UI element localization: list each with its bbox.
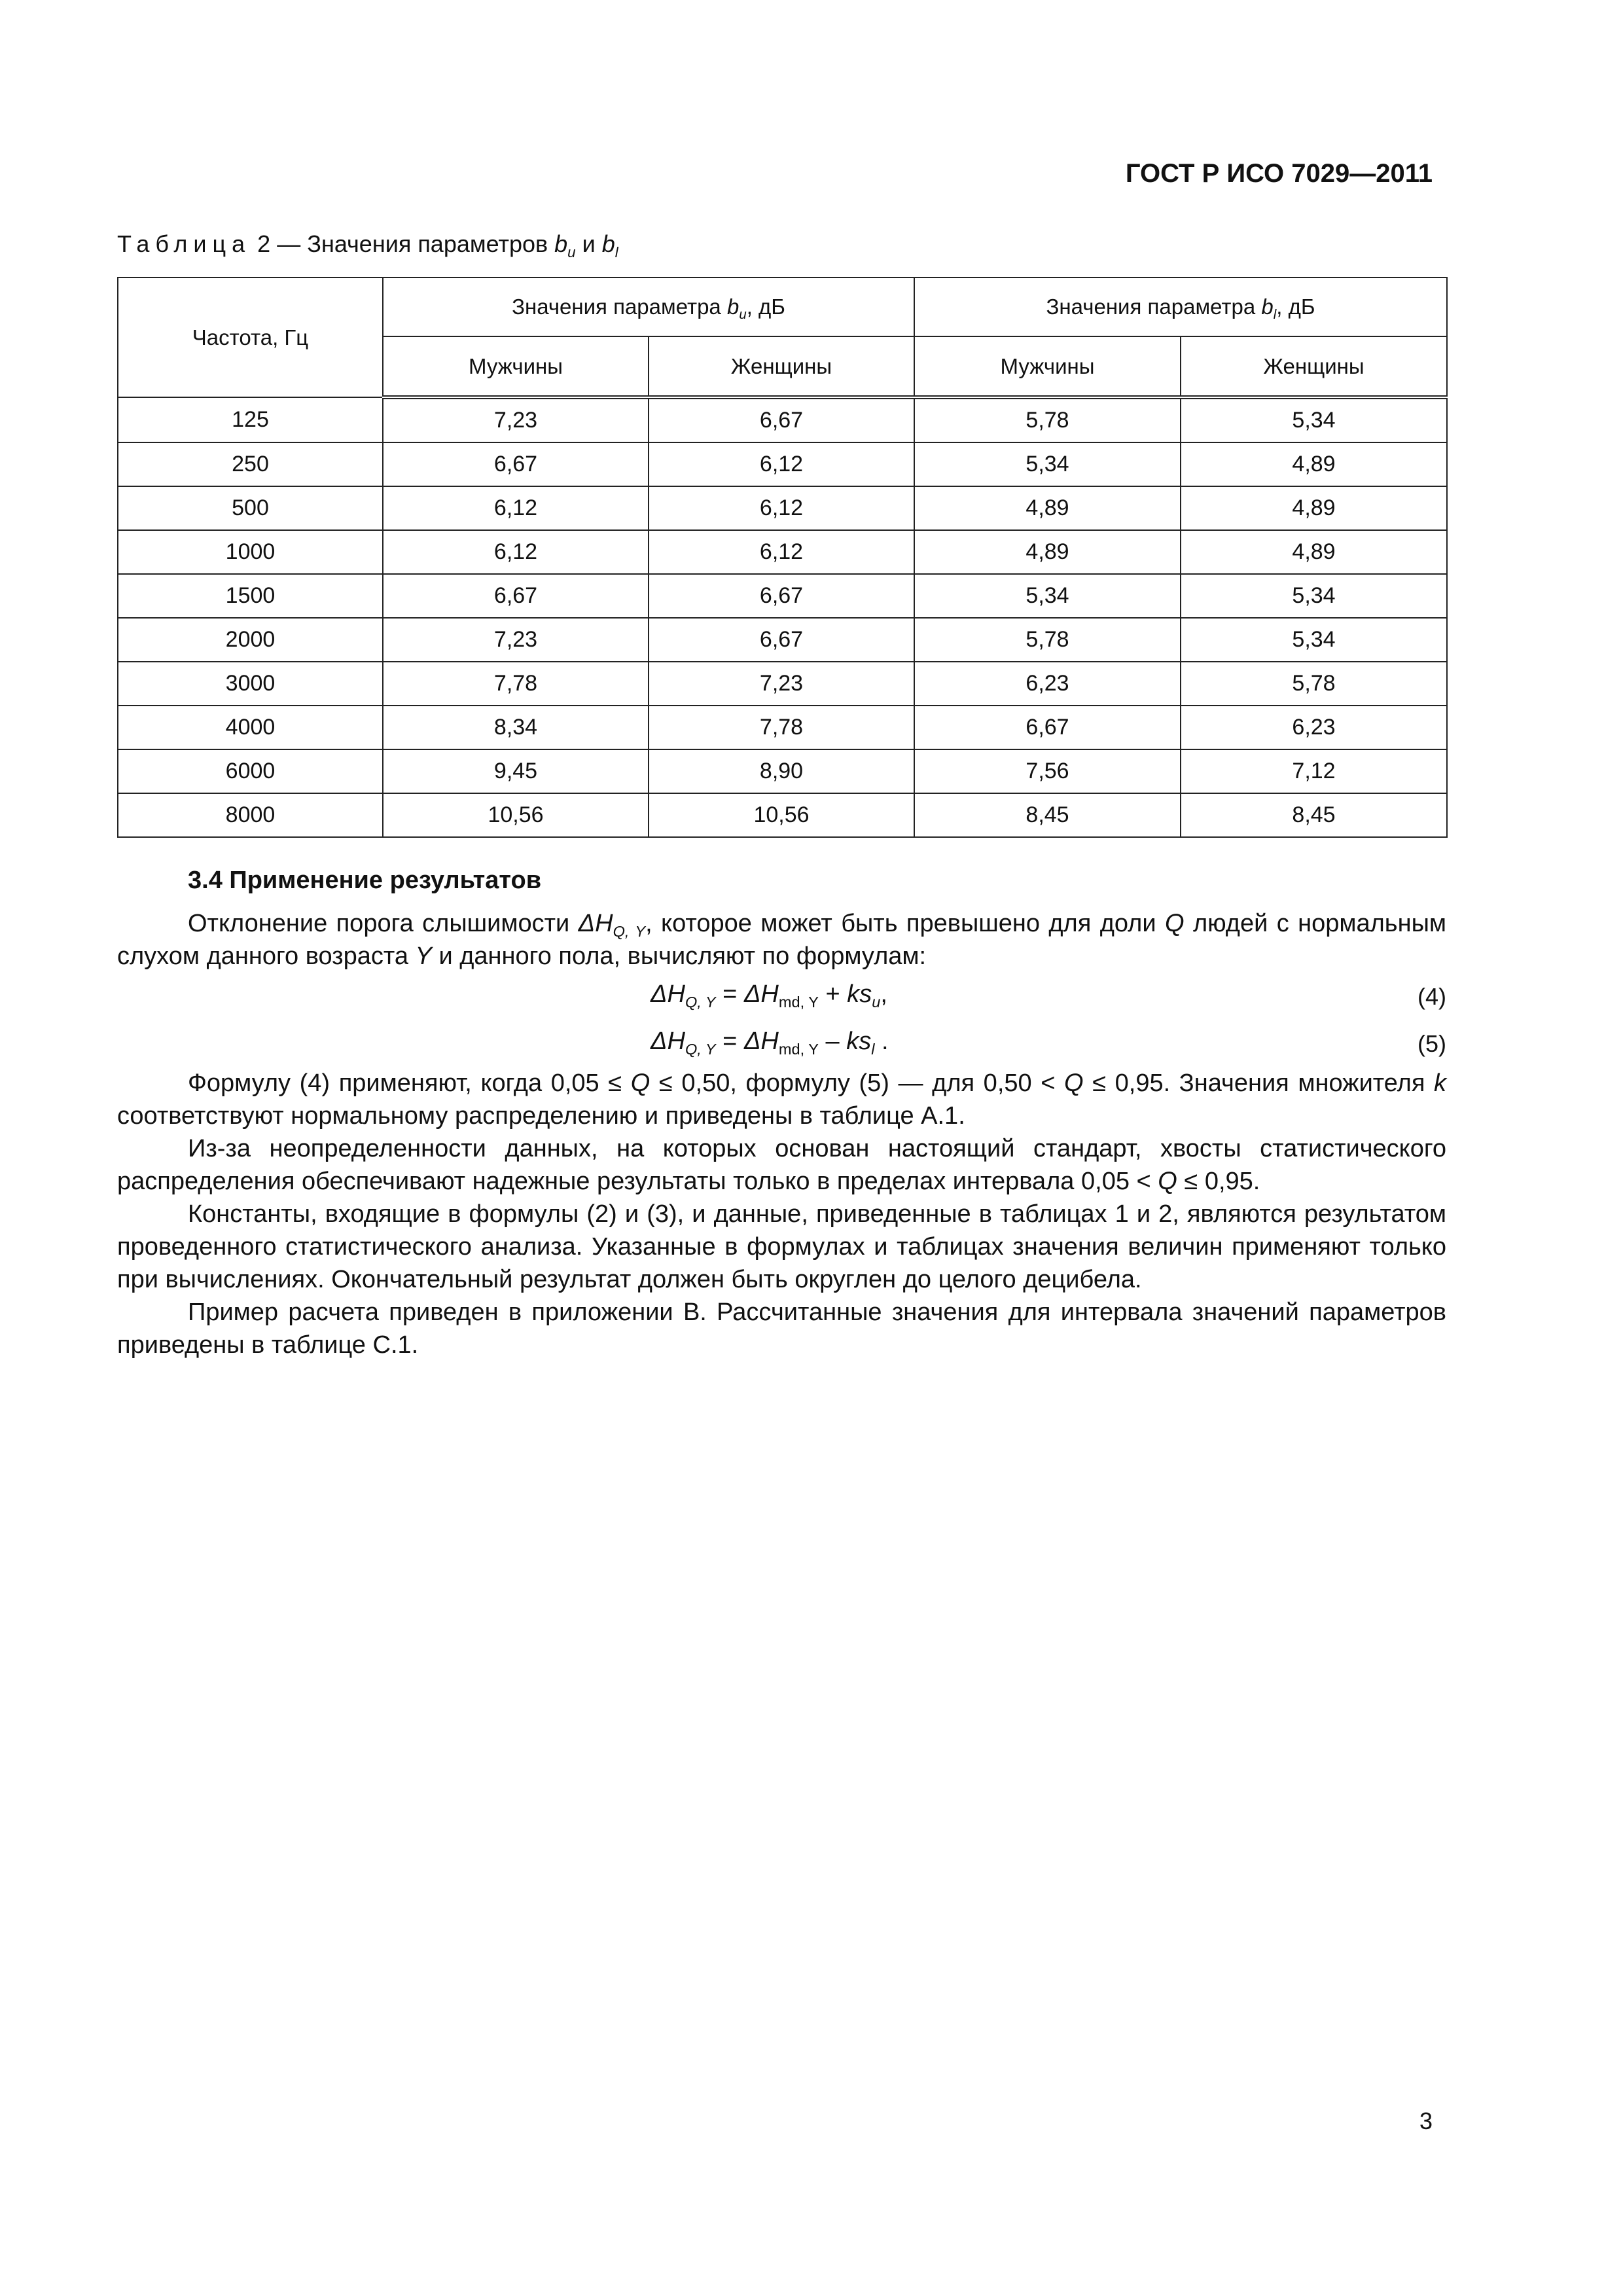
table-caption [117, 230, 618, 258]
table-caption-text: 2 — Значения параметров [257, 230, 548, 257]
page-number: 3 [1419, 2108, 1433, 2134]
math-subscript: u [872, 994, 881, 1011]
header-group-unit: , дБ [746, 295, 785, 319]
math-operator: + [818, 980, 847, 1008]
table-caption-word: Таблица [117, 230, 251, 257]
table-cell: 6,67 [649, 618, 914, 662]
header-group-unit: , дБ [1276, 295, 1315, 319]
param-symbol: b [601, 230, 615, 257]
document-header: ГОСТ Р ИСО 7029—2011 [1125, 159, 1433, 188]
table-cell: 8000 [118, 793, 383, 837]
math-symbol: ks [846, 1028, 872, 1055]
table-cell: 4,89 [914, 486, 1181, 530]
header-women: Женщины [649, 336, 914, 397]
text-run: соответствуют нормальному распределению и приведены в таблице А.1. [117, 1102, 965, 1130]
table-cell: 8,34 [383, 706, 649, 749]
math-symbol: ΔH [743, 980, 779, 1008]
table-cell: 6,67 [383, 574, 649, 618]
table-cell: 7,78 [383, 662, 649, 706]
table-row [118, 486, 1447, 530]
table-cell: 5,34 [1181, 397, 1447, 442]
math-subscript: md, Y [778, 994, 819, 1011]
caption-conjunction: и [582, 230, 596, 257]
table-cell: 6,12 [649, 442, 914, 486]
header-group-text: Значения параметра [1046, 295, 1256, 319]
math-symbol: Y [415, 942, 432, 970]
table-cell: 8,45 [914, 793, 1181, 837]
header-group-text: Значения параметра [512, 295, 721, 319]
table-cell: 1000 [118, 530, 383, 574]
math-symbol: k [1434, 1069, 1447, 1097]
paragraph [117, 1132, 1446, 1198]
table-row [118, 397, 1447, 442]
table-cell: 6,12 [383, 530, 649, 574]
table-row [118, 530, 1447, 574]
math-symbol: Q [1158, 1168, 1177, 1195]
table-cell: 6,67 [649, 574, 914, 618]
math-operator: – [818, 1028, 847, 1055]
math-subscript: l [871, 1041, 875, 1058]
param-symbol: b [554, 230, 568, 257]
formula-5 [117, 1020, 1446, 1067]
formula-number: (4) [1418, 983, 1446, 1010]
paragraph: Константы, входящие в формулы (2) и (3), и данные, приведенные в таблицах 1 и 2, являются результатом проведенного статистического анализа. Указанные в формулах и таблицах значения величин применяют только при вычислениях. Окончательный результат должен быть округлен до целого децибела. [117, 1200, 1446, 1293]
table-cell: 3000 [118, 662, 383, 706]
text-run: ≤ 0,50, формулу (5) — для 0,50 < [650, 1069, 1065, 1097]
table-cell: 4,89 [1181, 442, 1447, 486]
paragraph [117, 907, 1446, 973]
table-cell: 6,12 [383, 486, 649, 530]
math-symbol: ΔH [651, 1028, 685, 1055]
math-symbol: Q [1164, 910, 1185, 937]
formula-expression [651, 1025, 889, 1058]
table-cell: 6,67 [383, 442, 649, 486]
formula-expression [651, 978, 887, 1011]
table-cell: 4,89 [1181, 486, 1447, 530]
table-cell: 5,78 [914, 618, 1181, 662]
table-cell: 6,67 [914, 706, 1181, 749]
paragraph: Пример расчета приведен в приложении В. Рассчитанные значения для интервала значений параметров приведены в таблице С.1. [117, 1299, 1446, 1359]
math-symbol: Q [630, 1069, 651, 1097]
math-subscript: md, Y [778, 1041, 819, 1058]
table-cell: 6,67 [649, 397, 914, 442]
table-cell: 125 [118, 397, 383, 442]
paragraph [117, 1067, 1446, 1132]
text-run: ≤ 0,95. [1177, 1168, 1260, 1195]
param-subscript: u [739, 307, 747, 323]
table-cell: 7,23 [649, 662, 914, 706]
header-women: Женщины [1181, 336, 1447, 397]
table-cell: 4000 [118, 706, 383, 749]
math-operator: = [715, 980, 744, 1008]
table-row [118, 706, 1447, 749]
table-cell: 5,34 [914, 574, 1181, 618]
table-cell: 4,89 [914, 530, 1181, 574]
section-3-4 [117, 864, 1446, 1361]
table-row [118, 442, 1447, 486]
math-operator: = [715, 1028, 744, 1055]
text-run: Отклонение порога слышимости [188, 910, 579, 937]
table-row [118, 749, 1447, 793]
math-symbol: ΔH [651, 980, 685, 1008]
header-men: Мужчины [914, 336, 1181, 397]
header-group-bu [383, 278, 914, 336]
table-cell: 6,12 [649, 486, 914, 530]
param-subscript: l [1273, 307, 1277, 323]
param-subscript: l [615, 243, 618, 260]
math-symbol: Q [1064, 1069, 1084, 1097]
table-cell: 2000 [118, 618, 383, 662]
param-subscript: u [567, 243, 576, 260]
table-cell: 7,23 [383, 397, 649, 442]
text-run: и данного пола, вычисляют по формулам: [431, 942, 927, 970]
param-symbol: b [1261, 295, 1274, 319]
table-cell: 7,56 [914, 749, 1181, 793]
math-symbol: ΔH [578, 910, 613, 937]
table-cell: 500 [118, 486, 383, 530]
table-cell: 5,78 [1181, 662, 1447, 706]
table-cell: 5,34 [914, 442, 1181, 486]
table-cell: 4,89 [1181, 530, 1447, 574]
math-punctuation: . [874, 1028, 889, 1055]
table-cell: 7,12 [1181, 749, 1447, 793]
section-title: 3.4 Применение результатов [188, 867, 542, 894]
table-cell: 1500 [118, 574, 383, 618]
table-cell: 5,78 [914, 397, 1181, 442]
table-cell: 6,23 [1181, 706, 1447, 749]
table-cell: 5,34 [1181, 618, 1447, 662]
text-run: ≤ 0,95. Значения множителя [1083, 1069, 1435, 1097]
table-cell: 10,56 [383, 793, 649, 837]
math-subscript: Q, Y [685, 994, 716, 1011]
header-men: Мужчины [383, 336, 649, 397]
math-subscript: Q, Y [613, 923, 646, 941]
table-cell: 9,45 [383, 749, 649, 793]
table-cell: 6000 [118, 749, 383, 793]
table-cell: 250 [118, 442, 383, 486]
table-cell: 10,56 [649, 793, 914, 837]
table-cell: 8,90 [649, 749, 914, 793]
formula-number: (5) [1418, 1030, 1446, 1057]
table-row [118, 618, 1447, 662]
formula-4 [117, 973, 1446, 1020]
table-header-row [118, 278, 1447, 336]
table-cell: 5,34 [1181, 574, 1447, 618]
table-cell: 7,23 [383, 618, 649, 662]
text-run: людей с нормальным слухом данного возраста [117, 910, 1447, 970]
math-symbol: ΔH [743, 1028, 779, 1055]
table-row [118, 793, 1447, 837]
text-run: Формулу (4) применяют, когда 0,05 ≤ [188, 1069, 631, 1097]
table-row [118, 574, 1447, 618]
table-cell: 7,78 [649, 706, 914, 749]
header-group-bl [914, 278, 1447, 336]
header-frequency: Частота, Гц [118, 278, 383, 397]
parameters-table [117, 277, 1448, 838]
param-symbol: b [726, 295, 740, 319]
table-row [118, 662, 1447, 706]
table-cell: 8,45 [1181, 793, 1447, 837]
text-run: , которое может быть превышено для доли [645, 910, 1165, 937]
math-subscript: Q, Y [685, 1041, 716, 1058]
table-cell: 6,12 [649, 530, 914, 574]
text-run: Из-за неопределенности данных, на которых основан настоящий стандарт, хвосты статистического распределения обеспечивают надежные результаты только в пределах интервала 0,05 < [117, 1135, 1446, 1195]
math-symbol: ks [847, 980, 872, 1008]
math-punctuation: , [880, 980, 887, 1008]
table-cell: 6,23 [914, 662, 1181, 706]
